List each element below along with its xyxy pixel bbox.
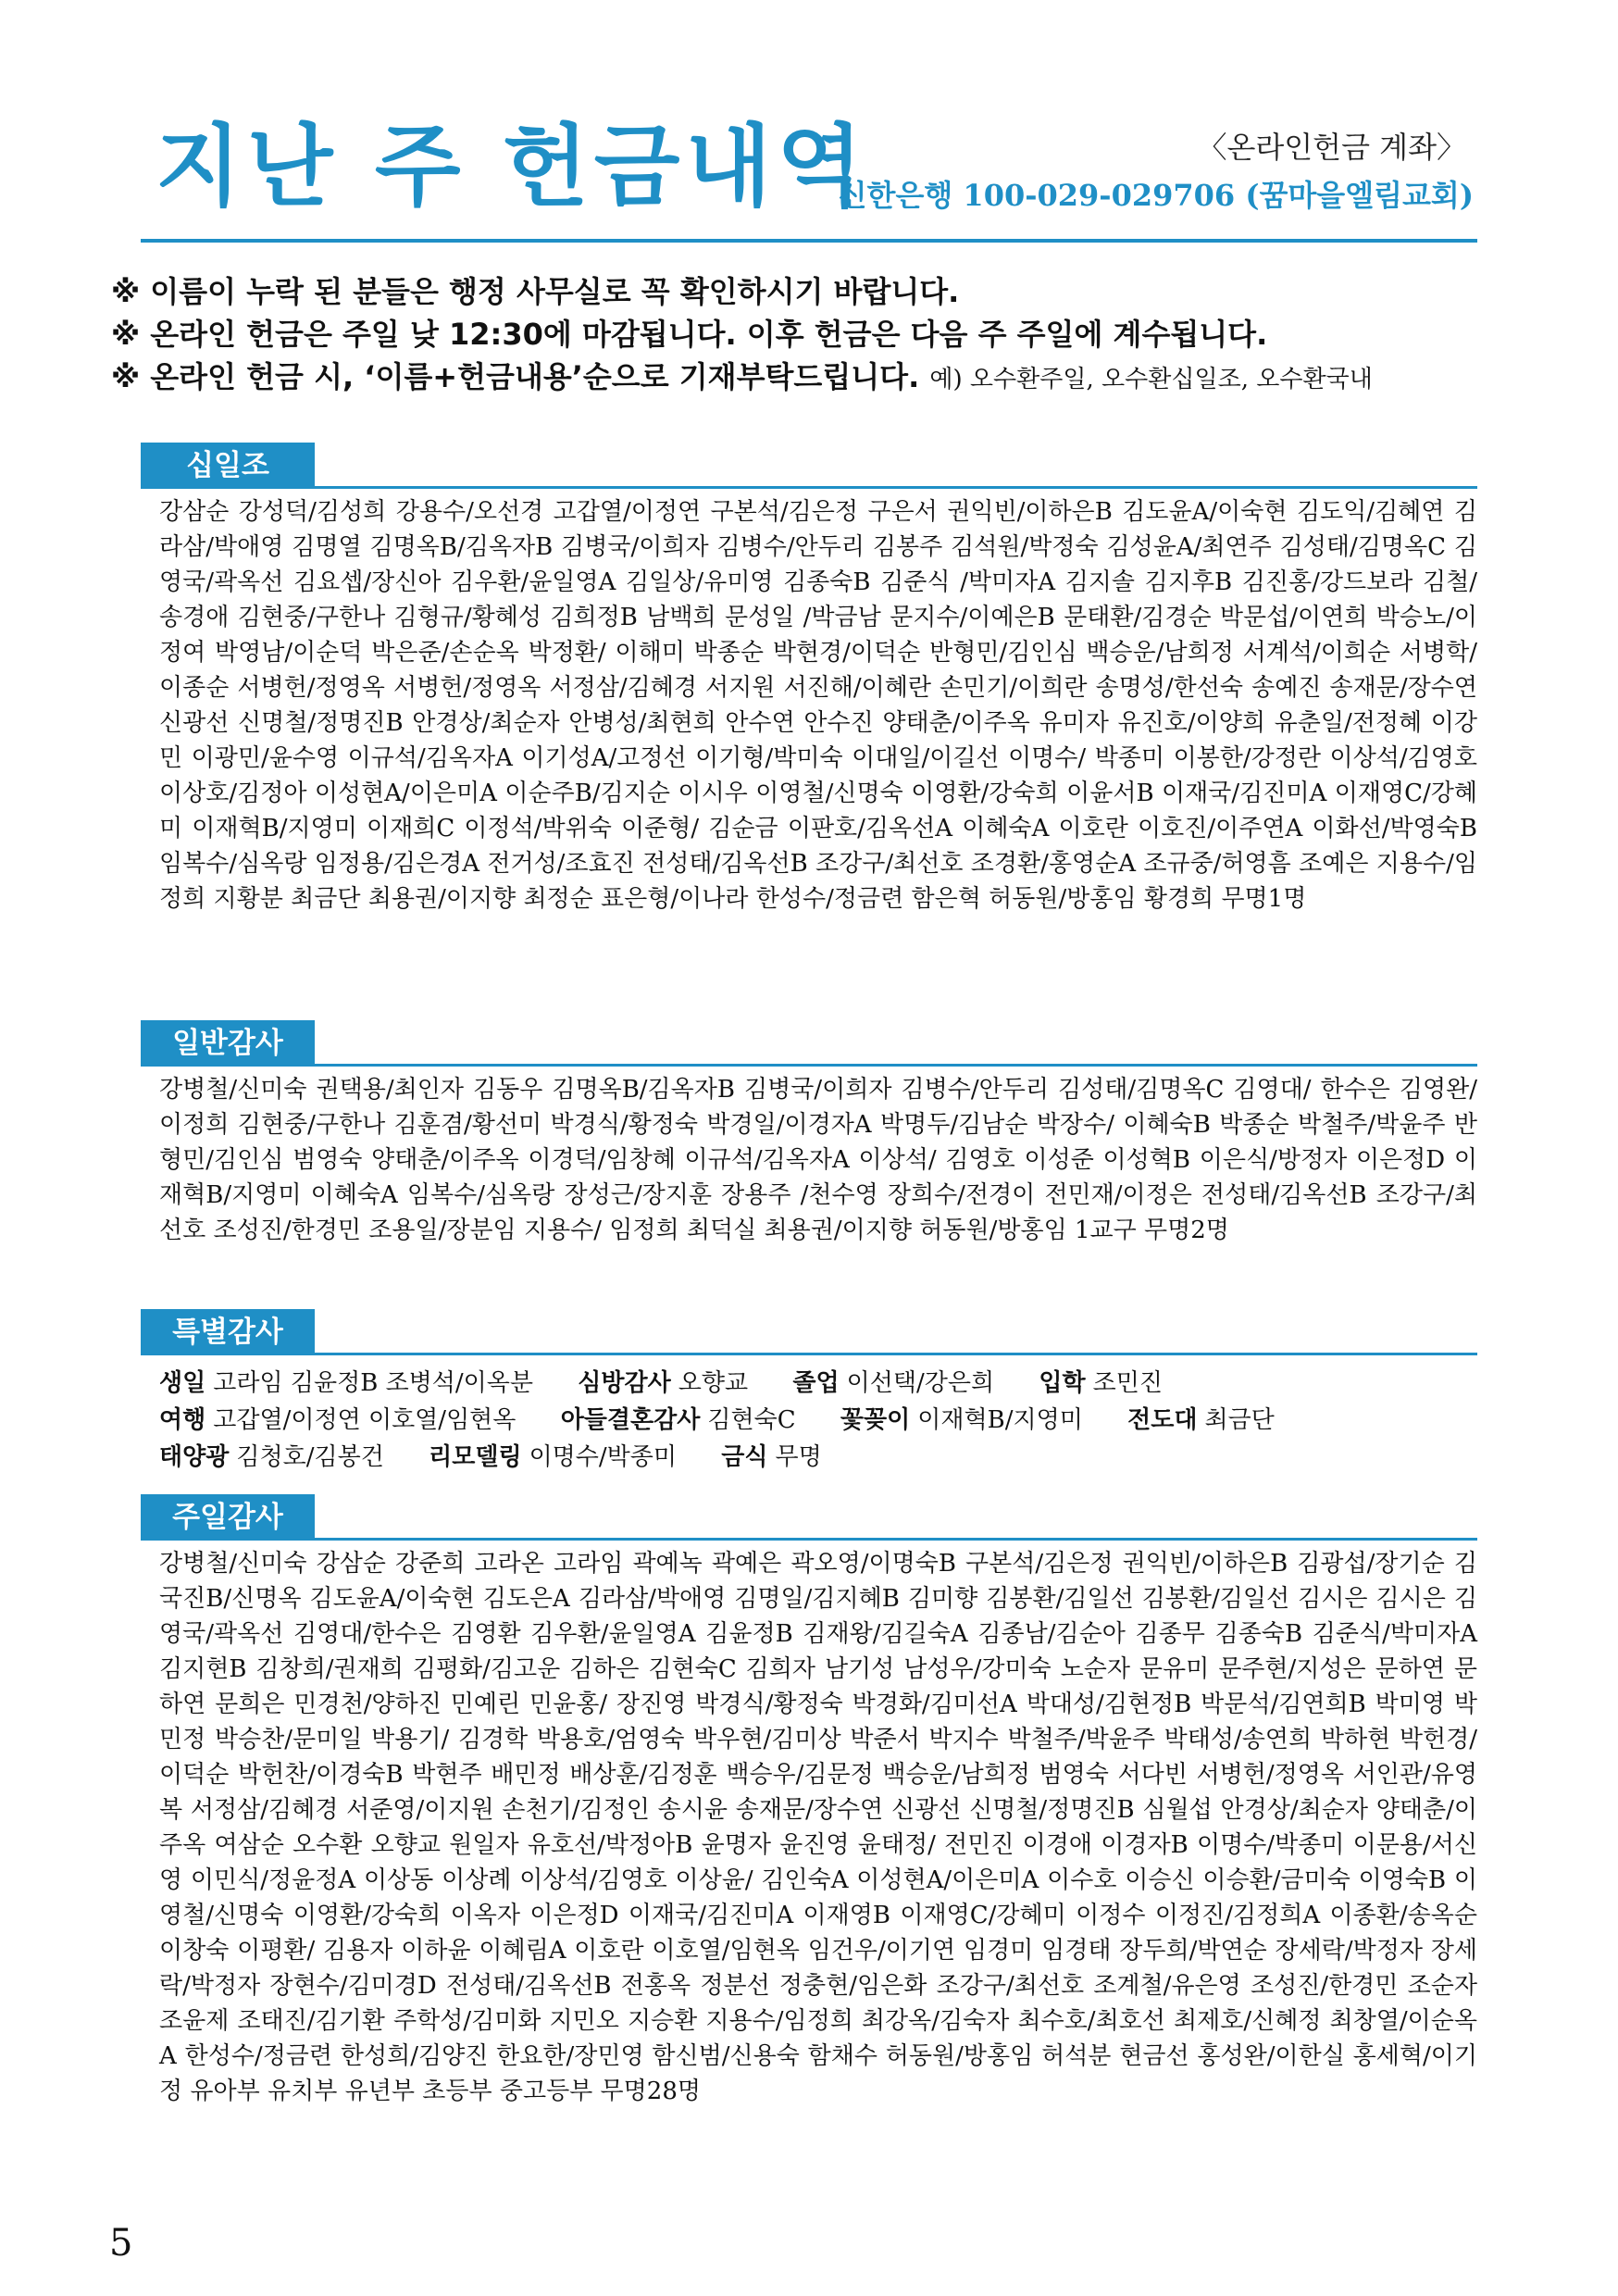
- section-divider: [141, 1538, 1477, 1541]
- special-item: [1127, 1402, 1275, 1439]
- special-item: [561, 1402, 796, 1439]
- sunday-names: 강병철/신미숙 강삼순 강준희 고라온 고라임 곽예녹 곽예은 곽오영/이명숙B 구본석/김은정 권익빈/이하은B 김광섭/장기순 김국진B/신명옥 김도윤A/이숙현 김도은A 김라삼/박애영 김명일/김지혜B 김미향 김봉환/김일선 김봉환/김일선 김시은 김시은 김영국/곽옥선 김영대/한수은 김영환 김우환/윤일영A 김윤정B 김재왕/김길숙A 김종남/김순아 김종무 김종숙B 김준식/박미자A 김지현B 김창희/권재희 김평화/김고운 김하은 김현숙C 김희자 남기성 남성우/강미숙 노순자 문유미 문주현/지성은 문하연 문하연 문희은 민경천/양하진 민예린 민윤홍/ 장진영 박경식/황정숙 박경화/김미선A 박대성/김현정B 박문석/김연희B 박미영 박민정 박승찬/문미일 박용기/ 김경학 박용호/엄영숙 박우현/김미상 박준서 박지수 박철주/박윤주 박태성/송연희 박하현 박헌경/이덕순 박헌찬/이경숙B 박현주 배민정 배상훈/김정훈 백승우/김문정 백승운/남희정 범영숙 서다빈 서병헌/정영옥 서인관/유영복 서정삼/김혜경 서준영/이지원 손천기/김정인 송시윤 송재문/장수연 신광선 신명철/정명진B 심월섭 안경상/최순자 양태춘/이주옥 여삼순 오수환 오향교 원일자 유호선/박정아B 윤명자 윤진영 윤태정/ 전민진 이경애 이경자B 이명수/박종미 이문용/서신영 이민식/정윤정A 이상동 이상례 이상석/김영호 이상윤/ 김인숙A 이성현A/이은미A 이수호 이승신 이승환/금미숙 이영숙B 이영철/신명숙 이영환/강숙희 이옥자 이은정D 이재국/김진미A 이재영B 이재영C/강혜미 이정수 이정진/김정희A 이종환/송옥순 이창숙 이평환/ 김용자 이하윤 이혜림A 이호란 이호열/임현옥 임건우/이기연 임경미 임경태 장두희/박연순 장세락/박정자 장세락/박정자 장현수/김미경D 전성태/김옥선B 전홍옥 정분선 정충현/임은화 조강구/최선호 조계철/유은영 조성진/한경민 조순자 조윤제 조태진/김기환 주학성/김미화 지민오 지승환 지용수/임정희 최강옥/김숙자 최수호/최호선 최제호/신혜정 최창열/이순옥A 한성수/정금련 한성희/김양진 한요한/장민영 함신범/신용숙 함채수 허동원/방홍임 허석분 현금선 홍성완/이한실 홍세혁/이기정 유아부 유치부 유년부 초등부 중고등부 무명28명: [159, 1550, 1477, 2105]
- page-number: 5: [109, 2222, 133, 2265]
- special-names: 고라임 김윤정B 조병석/이옥분: [213, 1369, 534, 1397]
- notice-item: ※ 이름이 누락 된 분들은 행정 사무실로 꼭 확인하시기 바랍니다.: [111, 274, 960, 309]
- special-label: 태양광: [159, 1443, 230, 1471]
- notice-item: ※ 온라인 헌금은 주일 낮 12:30에 마감됩니다. 이후 헌금은 다음 주 주일에 계수됩니다.: [111, 317, 1268, 352]
- section-sunday: [141, 1492, 1477, 2109]
- section-tithe: [141, 441, 1477, 917]
- section-title-special: 특별감사: [141, 1309, 315, 1355]
- online-account-number: 신한은행 100-029-029706 (꿈마을엘림교회): [838, 178, 1474, 213]
- section-header: [141, 1307, 1477, 1355]
- tithe-names: 강삼순 강성덕/김성희 강용수/오선경 고갑열/이정연 구본석/김은정 구은서 권익빈/이하은B 김도윤A/이숙현 김도익/김혜연 김라삼/박애영 김명열 김명옥B/김옥자B 김병국/이희자 김병수/안두리 김봉주 김석원/박정숙 김성윤A/최연주 김성태/김명옥C 김영국/곽옥선 김요셉/장신아 김우환/윤일영A 김일상/유미영 김종숙B 김준식 /박미자A 김지솔 김지후B 김진홍/강드보라 김철/송경애 김현중/구한나 김형규/황혜성 김희정B 남백희 문성일 /박금남 문지수/이예은B 문태환/김경순 박문섭/이연희 박승노/이정여 박영남/이순덕 박은준/손순옥 박정환/ 이해미 박종순 박현경/이덕순 반형민/김인심 백승운/남희정 서계석/이희순 서병학/이종순 서병헌/정영옥 서병헌/정영옥 서정삼/김혜경 서지원 서진해/이혜란 손민기/이희란 송명성/한선숙 송예진 송재문/장수연 신광선 신명철/정명진B 안경상/최순자 안병성/최현희 안수연 안수진 양태춘/이주옥 유미자 유진호/이양희 유춘일/전정혜 이강민 이광민/윤수영 이규석/김옥자A 이기성A/고정선 이기형/박미숙 이대일/이길선 이명수/ 박종미 이봉한/강정란 이상석/김영호 이상호/김정아 이성현A/이은미A 이순주B/김지순 이시우 이영철/신명숙 이영환/강숙희 이윤서B 이재국/김진미A 이재영C/강혜미 이재혁B/지영미 이재희C 이정석/박위숙 이준형/ 김순금 이판호/김옥선A 이혜숙A 이호란 이호진/이주연A 이화선/박영숙B 임복수/심옥랑 임정용/김은경A 전거성/조효진 전성태/김옥선B 조강구/최선호 조경환/홍영순A 조규중/허영흠 조예은 지용수/임정희 지황분 최금단 최용권/이지향 최정순 표은형/이나라 한성수/정금련 함은혁 허동원/방홍임 황경희 무명1명: [159, 498, 1477, 913]
- special-item: [578, 1365, 748, 1402]
- special-label: 졸업: [792, 1369, 840, 1397]
- special-item: [159, 1439, 384, 1476]
- special-names: 오향교: [678, 1369, 749, 1397]
- special-names: 고갑열/이정연 이호열/임현옥: [213, 1406, 517, 1434]
- section-special: [141, 1307, 1477, 1476]
- special-label: 여행: [159, 1406, 206, 1434]
- section-title-tithe: 십일조: [141, 443, 315, 489]
- special-label: 입학: [1039, 1369, 1086, 1397]
- page-title: 지난 주 헌금내역: [156, 115, 868, 218]
- special-label: 생일: [159, 1369, 206, 1397]
- special-names: 이선택/강은희: [846, 1369, 995, 1397]
- notice-text: ※ 온라인 헌금 시, ‘이름+헌금내용’순으로 기재부탁드립니다.: [111, 359, 920, 394]
- special-names: 이재혁B/지영미: [917, 1406, 1083, 1434]
- section-header: [141, 1492, 1477, 1541]
- notice-list: [111, 270, 1500, 401]
- special-row: [159, 1365, 1477, 1402]
- special-item: [159, 1402, 516, 1439]
- special-item: [429, 1439, 677, 1476]
- special-item: [840, 1402, 1083, 1439]
- special-label: 금식: [721, 1443, 768, 1471]
- special-names: 조민진: [1092, 1369, 1163, 1397]
- special-item: [721, 1439, 821, 1476]
- section-general: [141, 1018, 1477, 1248]
- special-label: 꽃꽂이: [840, 1406, 911, 1434]
- special-list: [159, 1365, 1477, 1476]
- section-title-general: 일반감사: [141, 1020, 315, 1067]
- section-header: [141, 1018, 1477, 1067]
- special-row: [159, 1402, 1477, 1439]
- special-label: 전도대: [1127, 1406, 1198, 1434]
- title-divider: [141, 239, 1477, 243]
- special-item: [1039, 1365, 1163, 1402]
- special-label: 심방감사: [578, 1369, 671, 1397]
- special-names: 김청호/김봉건: [236, 1443, 384, 1471]
- notice-item: [111, 356, 1500, 401]
- special-names: 이명수/박종미: [529, 1443, 678, 1471]
- special-names: 최금단: [1204, 1406, 1275, 1434]
- section-divider: [141, 1064, 1477, 1067]
- section-divider: [141, 1353, 1477, 1355]
- section-divider: [141, 486, 1477, 489]
- general-names: 강병철/신미숙 권택용/최인자 김동우 김명옥B/김옥자B 김병국/이희자 김병수/안두리 김성태/김명옥C 김영대/ 한수은 김영완/이정희 김현중/구한나 김훈겸/황선미 박경식/황정숙 박경일/이경자A 박명두/김남순 박장수/ 이혜숙B 박종순 박철주/박윤주 반형민/김인심 범영숙 양태춘/이주옥 이경덕/임창혜 이규석/김옥자A 이상석/ 김영호 이성준 이성혁B 이은식/방정자 이은정D 이재혁B/지영미 이혜숙A 임복수/심옥랑 장성근/장지훈 장용주 /천수영 장희수/전경이 전민재/이정은 전성태/김옥선B 조강구/최선호 조성진/한경민 조용일/장분임 지용수/ 임정희 최덕실 최용권/이지향 허동원/방홍임 1교구 무명2명: [159, 1076, 1477, 1244]
- special-item: [792, 1365, 994, 1402]
- notice-example: 예) 오수환주일, 오수환십일조, 오수환국내: [929, 366, 1373, 393]
- special-item: [159, 1365, 533, 1402]
- section-header: [141, 441, 1477, 489]
- special-row: [159, 1439, 1477, 1476]
- special-names: 김현숙C: [707, 1406, 796, 1434]
- section-title-sunday: 주일감사: [141, 1494, 315, 1541]
- special-label: 리모델링: [429, 1443, 522, 1471]
- online-account-label: 〈온라인헌금 계좌〉: [1197, 130, 1466, 165]
- special-names: 무명: [775, 1443, 822, 1471]
- special-label: 아들결혼감사: [560, 1406, 701, 1434]
